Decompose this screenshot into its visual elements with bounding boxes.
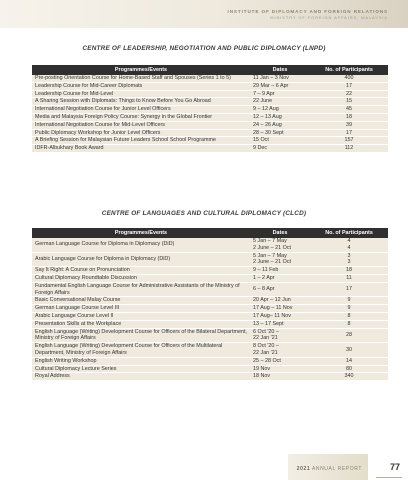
event-cell-line: Leadership Course for Mid-Career Diplomats	[35, 82, 143, 89]
page-number: 77	[389, 462, 400, 472]
event-cell	[32, 328, 250, 343]
event-cell	[32, 75, 250, 82]
participants-cell-line: 3	[347, 259, 351, 266]
participants-cell	[310, 106, 388, 114]
event-cell-line: International Negotiation Course for Mid-Level Officers	[35, 121, 165, 128]
column-header-dates: Dates	[250, 65, 310, 75]
participants-cell	[310, 113, 388, 121]
event-cell-line: Basic Conversational Malay Course	[35, 297, 121, 304]
dates-cell-line: 9 – 11 Feb	[253, 267, 279, 274]
participants-cell-line: 17	[346, 82, 352, 89]
event-cell-line: Arabic Language Course Level II	[35, 312, 114, 319]
event-cell	[32, 145, 250, 153]
table-row	[32, 305, 388, 313]
event-cell	[32, 82, 250, 90]
table-row	[32, 343, 388, 358]
dates-cell-line: 15 Oct	[253, 137, 269, 144]
event-cell	[32, 90, 250, 98]
column-header-participants: No. of Participants	[310, 228, 388, 238]
dates-cell-line: 8 Oct '20 –	[253, 343, 279, 350]
event-cell	[32, 121, 250, 129]
dates-cell	[250, 238, 310, 252]
participants-cell	[310, 75, 388, 82]
dates-cell-line: 25 – 28 Oct	[253, 357, 281, 364]
table-row	[32, 297, 388, 305]
dates-cell-line: 17 Aug – 11 Nov	[253, 305, 293, 312]
participants-cell-line: 30	[346, 346, 352, 353]
participants-cell	[310, 373, 388, 381]
section-title-clcd: CENTRE OF LANGUAGES AND CULTURAL DIPLOMACY (CLCD)	[101, 210, 307, 217]
table-row	[32, 267, 388, 275]
participants-cell	[310, 343, 388, 358]
event-cell-line: Pre-posting Orientation Course for Home-Based Staff and Spouses (Series 1 to 5)	[35, 75, 231, 81]
dates-cell-line: 1 – 2 Apr	[253, 274, 275, 281]
dates-cell	[250, 137, 310, 145]
table-row	[32, 129, 388, 137]
dates-cell	[250, 343, 310, 358]
participants-cell	[310, 297, 388, 305]
dates-cell	[250, 274, 310, 282]
dates-cell	[250, 129, 310, 137]
dates-cell	[250, 90, 310, 98]
participants-cell-line: 11	[346, 274, 352, 281]
event-cell-line: German Language Course Level III	[35, 305, 120, 312]
participants-cell-line: 400	[344, 75, 354, 81]
event-cell-line: Leadership Course for Mid-Level	[35, 90, 114, 97]
participants-cell-line: 8	[347, 312, 351, 319]
dates-cell-line: 2 June – 21 Oct	[253, 244, 292, 251]
event-cell-line: Royal Address	[35, 373, 70, 380]
event-cell	[32, 106, 250, 114]
dates-cell-line: 6 – 8 Apr	[253, 286, 275, 293]
column-header-dates: Dates	[250, 228, 310, 238]
participants-cell	[310, 312, 388, 320]
dates-cell	[250, 113, 310, 121]
table-row	[32, 252, 388, 267]
event-cell-line: Presentation Skills at the Workplace	[35, 320, 122, 327]
participants-cell-line: 4	[347, 238, 351, 244]
dates-cell-line: 9 – 12 Aug	[253, 106, 279, 113]
dates-cell-line: 11 Jan – 3 Nov	[253, 75, 289, 81]
dates-cell-line: 22 Jan '21	[253, 335, 278, 342]
dates-cell	[250, 121, 310, 129]
column-header-participants: No. of Participants	[310, 65, 388, 75]
event-cell	[32, 98, 250, 106]
event-cell-line: A Briefing Session for Malaysian Future Leaders School School Programme	[35, 137, 216, 144]
dates-cell	[250, 82, 310, 90]
table-row	[32, 82, 388, 90]
participants-cell	[310, 82, 388, 90]
table-row	[32, 282, 388, 297]
dates-cell	[250, 297, 310, 305]
dates-cell-line: 18 Nov	[253, 373, 271, 380]
table-row	[32, 98, 388, 106]
dates-cell	[250, 98, 310, 106]
participants-cell-line: 39	[346, 121, 352, 128]
participants-cell	[310, 305, 388, 313]
participants-cell	[310, 238, 388, 252]
event-cell-line: Say It Right: A Course on Pronunciation	[35, 267, 130, 274]
dates-cell-line: 2 June – 21 Oct	[253, 259, 292, 266]
table-row	[32, 90, 388, 98]
dates-cell	[250, 365, 310, 373]
table-row	[32, 365, 388, 373]
dates-cell	[250, 106, 310, 114]
participants-cell-line: 28	[346, 331, 352, 338]
participants-cell-line: 9	[347, 305, 351, 312]
event-cell	[32, 267, 250, 275]
participants-cell-line: 22	[346, 90, 352, 97]
footer-label: ANNUAL REPORT	[311, 466, 362, 472]
event-cell	[32, 305, 250, 313]
event-cell	[32, 282, 250, 297]
participants-cell-line: 4	[347, 244, 351, 251]
participants-cell	[310, 90, 388, 98]
table-row	[32, 274, 388, 282]
event-cell-line: Media and Malaysia Foreign Policy Course: Synergy in the Global Frontier	[35, 113, 213, 120]
participants-cell-line: 17	[346, 286, 352, 293]
event-cell-line: German Language Course for Diploma in Diplomacy (DiD)	[35, 241, 175, 248]
dates-cell-line: 22 June	[253, 98, 273, 105]
participants-cell	[310, 267, 388, 275]
participants-cell-line: 8	[347, 320, 351, 327]
table-row	[32, 357, 388, 365]
dates-cell	[250, 357, 310, 365]
event-cell	[32, 320, 250, 328]
dates-cell	[250, 312, 310, 320]
dates-cell-line: 22 Jan '21	[253, 349, 278, 356]
participants-cell	[310, 274, 388, 282]
institute-header	[228, 9, 388, 21]
event-cell-line: A Sharing Session with Diplomats: Things to Know Before You Go Abroad	[35, 98, 211, 105]
participants-cell-line: 45	[346, 106, 352, 113]
participants-cell-line: 3	[347, 252, 351, 259]
dates-cell-line: 5 Jan – 7 May	[253, 238, 287, 244]
dates-cell	[250, 328, 310, 343]
event-cell	[32, 373, 250, 381]
footer-year: 2021	[296, 466, 311, 472]
participants-cell-line: 15	[346, 98, 352, 105]
participants-cell	[310, 145, 388, 153]
event-cell	[32, 137, 250, 145]
table-row	[32, 373, 388, 381]
dates-cell-line: 5 Jan – 7 May	[253, 252, 287, 259]
dates-cell	[250, 75, 310, 82]
participants-cell	[310, 129, 388, 137]
section-title-lnpd: CENTRE OF LEADERSHIP, NEGOTIATION AND PUBLIC DIPLOMACY (LNPD)	[82, 45, 326, 52]
event-cell	[32, 274, 250, 282]
ministry-name: MINISTRY OF FOREIGN AFFAIRS, MALAYSIA	[270, 15, 388, 20]
participants-cell-line: 14	[346, 357, 352, 364]
event-cell	[32, 297, 250, 305]
table-row	[32, 320, 388, 328]
dates-cell	[250, 145, 310, 153]
column-header-programmes: Programmes/Events	[32, 228, 250, 238]
table-row	[32, 121, 388, 129]
event-cell	[32, 238, 250, 252]
dates-cell-line: 9 Dec	[253, 145, 268, 152]
dates-cell-line: 6 Oct '20 –	[253, 328, 279, 335]
event-cell	[32, 365, 250, 373]
table-row	[32, 328, 388, 343]
dates-cell-line: 29 Mar – 6 Apr	[253, 82, 289, 89]
participants-cell	[310, 121, 388, 129]
footer-report-label	[297, 466, 362, 472]
table-lnpd	[32, 65, 388, 153]
participants-cell-line: 80	[346, 365, 352, 372]
event-cell-line: Arabic Language Course for Diploma in Diplomacy (DiD)	[35, 255, 171, 262]
participants-cell-line: 157	[344, 137, 354, 144]
participants-cell	[310, 357, 388, 365]
event-cell-line: International Negotiation Course for Junior Level Officers	[35, 106, 171, 113]
table-row	[32, 113, 388, 121]
participants-cell-line: 17	[346, 129, 352, 136]
table-row	[32, 145, 388, 153]
dates-cell-line: 24 – 26 Aug	[253, 121, 282, 128]
event-cell	[32, 252, 250, 267]
participants-cell-line: 18	[346, 267, 352, 274]
event-cell	[32, 113, 250, 121]
participants-cell-line: 340	[344, 373, 354, 380]
table-row	[32, 312, 388, 320]
participants-cell	[310, 282, 388, 297]
participants-cell-line: 9	[347, 297, 351, 304]
dates-cell-line: 12 – 13 Aug	[253, 113, 282, 120]
event-cell	[32, 129, 250, 137]
event-cell-line: Fundamental English Language Course for Administrative Assistants of the Ministry of Foreign Affairs	[35, 282, 240, 296]
event-cell-line: Cultural Diplomacy Lecture Series	[35, 365, 117, 372]
column-header-programmes: Programmes/Events	[32, 65, 250, 75]
dates-cell-line: 20 Apr – 12 Jun	[253, 297, 291, 304]
dates-cell	[250, 282, 310, 297]
table-clcd	[32, 228, 388, 381]
dates-cell-line: 28 – 30 Sept	[253, 129, 284, 136]
event-cell-line: IDFR-Albukhary Book Award	[35, 145, 104, 152]
table-row	[32, 75, 388, 82]
dates-cell	[250, 267, 310, 275]
event-cell-line: Cultural Diplomacy Roundtable Discussion	[35, 274, 137, 281]
participants-cell	[310, 137, 388, 145]
table-row	[32, 106, 388, 114]
participants-cell-line: 112	[344, 145, 354, 152]
event-cell	[32, 312, 250, 320]
participants-cell	[310, 328, 388, 343]
table-row	[32, 238, 388, 252]
event-cell	[32, 357, 250, 365]
participants-cell	[310, 365, 388, 373]
participants-cell-line: 18	[346, 113, 352, 120]
table-row	[32, 137, 388, 145]
participants-cell	[310, 252, 388, 267]
institute-name: INSTITUTE OF DIPLOMACY AND FOREIGN RELATIONS	[227, 9, 388, 14]
participants-cell	[310, 98, 388, 106]
event-cell-line: English Writing Workshop	[35, 357, 97, 364]
event-cell-line: English Language (Writing) Development Course for Officers of the Multilateral Department, Ministry of Foreign Affairs	[35, 343, 223, 356]
dates-cell-line: 17 Aug– 11 Nov	[253, 312, 291, 319]
dates-cell	[250, 252, 310, 267]
dates-cell	[250, 373, 310, 381]
page-number-rule	[376, 477, 402, 478]
participants-cell	[310, 320, 388, 328]
event-cell-line: English Language (Writing) Development Course for Officers of the Bilateral Department, Ministry of Foreign Affairs	[35, 328, 247, 342]
dates-cell	[250, 320, 310, 328]
dates-cell-line: 13 – 17 Sept	[253, 320, 284, 327]
event-cell	[32, 343, 250, 358]
dates-cell-line: 7 – 9 Apr	[253, 90, 275, 97]
dates-cell-line: 19 Nov	[253, 365, 271, 372]
event-cell-line: Public Diplomacy Workshop for Junior Level Officers	[35, 129, 161, 136]
dates-cell	[250, 305, 310, 313]
